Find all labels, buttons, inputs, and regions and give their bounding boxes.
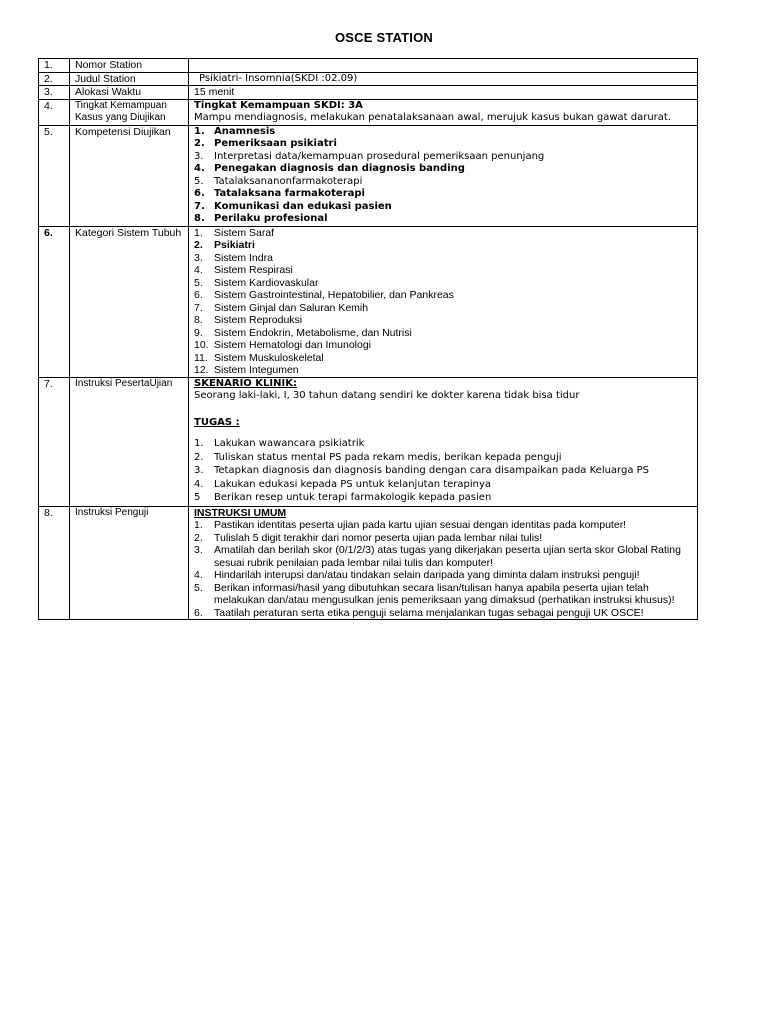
scenario-text: Seorang laki-laki, I, 30 tahun datang sendiri ke dokter karena tidak bisa tidur <box>194 390 580 401</box>
list-item: 7. Sistem Ginjal dan Saluran Kemih <box>194 301 369 314</box>
row-label: Judul Station <box>70 72 189 86</box>
row-number: 1. <box>39 59 70 73</box>
list-item: 9. Sistem Endokrin, Metabolisme, dan Nutrisi <box>194 326 412 339</box>
body-system-list <box>194 227 692 377</box>
competency-level-heading: Tingkat Kemampuan SKDI: 3A <box>194 99 363 111</box>
row-number: 6. <box>39 226 70 377</box>
page-title: OSCE STATION <box>335 30 433 45</box>
time-allocation: 15 menit <box>189 86 698 100</box>
row-number: 3. <box>39 86 70 100</box>
list-item: 1. Lakukan wawancara psikiatrik <box>194 438 365 449</box>
row-label: Instruksi Penguji <box>70 506 189 620</box>
instructions-heading: INSTRUKSI UMUM <box>194 506 287 519</box>
row-number: 5. <box>39 125 70 226</box>
row-number: 4. <box>39 99 70 125</box>
list-item: 4. Penegakan diagnosis dan diagnosis banding <box>194 163 465 174</box>
table-row <box>39 99 698 125</box>
competency-level-desc: Mampu mendiagnosis, melakukan penatalaksanaan awal, merujuk kasus bukan gawat darurat. <box>194 112 672 123</box>
table-row <box>39 506 698 620</box>
list-item: 11. Sistem Muskuloskeletal <box>194 351 324 364</box>
participant-instructions-cell <box>189 377 698 506</box>
list-item: 5. Tatalaksananonfarmakoterapi <box>194 175 363 187</box>
row-label: Kompetensi Diujikan <box>70 125 189 226</box>
row-label: Instruksi PesertaUjian <box>70 377 189 506</box>
examiner-instruction-list <box>194 519 692 619</box>
list-item: 7. Komunikasi dan edukasi pasien <box>194 200 392 212</box>
table-row <box>39 125 698 226</box>
list-item: 1. Pastikan identitas peserta ujian pada kartu ujian sesuai dengan identitas pada komputer! <box>194 519 627 531</box>
competency-level-cell <box>189 99 698 125</box>
table-row <box>39 226 698 377</box>
body-system-list-cell <box>189 226 698 377</box>
list-item: 3. Sistem Indra <box>194 251 273 264</box>
table-row <box>39 59 698 73</box>
list-item: 2. Psikiatri <box>194 239 255 251</box>
list-item: 6. Sistem Gastrointestinal, Hepatobilier, dan Pankreas <box>194 289 454 301</box>
list-item: 10. Sistem Hematologi dan Imunologi <box>194 339 371 351</box>
list-item: 4. Sistem Respirasi <box>194 264 293 276</box>
list-item: 4. Lakukan edukasi kepada PS untuk kelanjutan terapinya <box>194 478 492 490</box>
examiner-instructions-cell <box>189 506 698 620</box>
list-item: 3. Amatilah dan berilah skor (0/1/2/3) atas tugas yang dikerjakan peserta ujian serta skor Global Rating sesuai rubrik penilaian pada lembar nilai tulis dan komputer! <box>194 544 681 569</box>
list-item: 3. Tetapkan diagnosis dan diagnosis banding dengan cara disampaikan pada Keluarga PS <box>194 465 650 476</box>
competency-list-cell <box>189 125 698 226</box>
list-item: 2. Pemeriksaan psikiatri <box>194 138 337 149</box>
row-value <box>189 59 698 73</box>
list-item: 8. Sistem Reproduksi <box>194 314 303 326</box>
station-title: Psikiatri- Insomnia(SKDI :02.09) <box>189 72 698 86</box>
table-row <box>39 86 698 100</box>
list-item: 5. Berikan informasi/hasil yang dibutuhkan secara lisan/tulisan hanya apabila peserta ujian telah melakukan dan/atau mengusulkan jenis pemeriksaan yang dimaksud (perhatikan instruksi khusus)! <box>194 581 675 606</box>
row-number: 7. <box>39 377 70 506</box>
tasks-heading: TUGAS : <box>194 416 240 428</box>
scenario-heading: SKENARIO KLINIK: <box>194 377 297 389</box>
list-item: 2. Tulislah 5 digit terakhir dari nomor peserta ujian pada lembar nilai tulis! <box>194 531 543 544</box>
list-item: 5 Berikan resep untuk terapi farmakologik kepada pasien <box>194 492 492 503</box>
row-label: Tingkat Kemampuan Kasus yang Diujikan <box>70 99 189 125</box>
table-row <box>39 72 698 86</box>
task-list <box>194 438 692 505</box>
list-item: 1. Sistem Saraf <box>194 226 275 239</box>
row-number: 8. <box>39 506 70 620</box>
list-item: 6. Tatalaksana farmakoterapi <box>194 188 365 199</box>
row-label: Nomor Station <box>70 59 189 73</box>
competency-list <box>194 126 692 226</box>
list-item: 2. Tuliskan status mental PS pada rekam medis, berikan kepada penguji <box>194 451 562 463</box>
row-label: Kategori Sistem Tubuh <box>70 226 189 377</box>
list-item: 1. Anamnesis <box>194 125 276 137</box>
list-item: 5. Sistem Kardiovaskular <box>194 276 319 289</box>
row-label: Alokasi Waktu <box>70 86 189 100</box>
row-number: 2. <box>39 72 70 86</box>
list-item: 12. Sistem Integumen <box>194 364 299 376</box>
osce-station-table <box>38 58 698 620</box>
table-row <box>39 377 698 506</box>
list-item: 8. Perilaku profesional <box>194 213 328 224</box>
list-item: 4. Hindarilah interupsi dan/atau tindakan selain daripada yang diminta dalam instruksi penguji! <box>194 569 640 581</box>
list-item: 3. Interpretasi data/kemampuan prosedural pemeriksaan penunjang <box>194 150 545 162</box>
list-item: 6. Taatilah peraturan serta etika penguji selama menjalankan tugas sebagai penguji UK OSCE! <box>194 606 644 619</box>
